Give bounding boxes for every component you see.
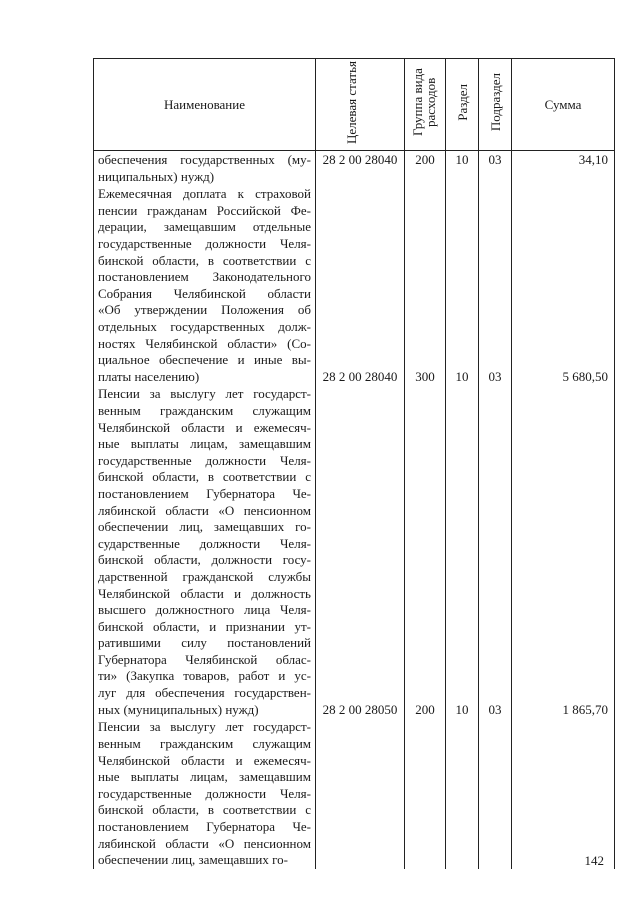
row-section-cell: [446, 151, 479, 186]
row-name-line: лябинской области «О пенсионном: [98, 835, 311, 851]
header-name: Наименование: [94, 59, 316, 151]
row-subsection-cell-value: 03: [488, 701, 502, 717]
row-subsection-cell-value: 03: [488, 368, 502, 384]
row-sum-cell: [512, 185, 615, 385]
row-name-line: Пенсии за выслугу лет государст-: [98, 719, 311, 735]
row-subsection-cell: [479, 185, 512, 385]
row-name-cell: [94, 185, 316, 385]
row-name-line: венным гражданским служащим: [98, 402, 311, 418]
row-section-cell: [446, 385, 479, 718]
row-name-line: обеспечения государственных (му-: [98, 152, 311, 167]
row-target-cell: [316, 185, 405, 385]
row-name-line: бинской области, и признании ут-: [98, 618, 311, 634]
table-row: [94, 151, 615, 186]
row-name-line: Собрания Челябинской области: [98, 285, 311, 301]
row-name-cell: [94, 718, 316, 868]
row-name-cell: [94, 151, 316, 186]
row-name-line: обеспечении лиц, замещавших го-: [98, 852, 288, 868]
row-name-line: ностях Челябинской области» (Со-: [98, 335, 311, 351]
row-group-cell: [405, 185, 446, 385]
row-name-line: Ежемесячная доплата к страховой: [98, 186, 311, 202]
row-name-line: «Об утверждении Положения об: [98, 302, 311, 318]
row-target-cell: [316, 385, 405, 718]
row-name-line: бинской области, в соответствии с: [98, 252, 311, 268]
row-name-line: постановлением Законодательного: [98, 269, 311, 285]
row-section-cell-value: 10: [455, 368, 469, 384]
row-subsection-cell: [479, 718, 512, 868]
row-subsection-cell: [479, 385, 512, 718]
row-sum-cell: [512, 718, 615, 868]
row-name-line: ных (муниципальных) нужд): [98, 701, 259, 717]
row-subsection-cell-value: [479, 718, 511, 735]
header-group: Группа вида расходов: [405, 59, 446, 151]
row-name-line: ниципальных) нужд): [98, 168, 215, 184]
row-name-line: бинской области, должности госу-: [98, 552, 311, 568]
row-sum-cell-value: 1 865,70: [562, 701, 608, 717]
row-name-line: постановлением Губернатора Че-: [98, 818, 311, 834]
row-name-line: ные выплаты лицам, замещавшим: [98, 769, 311, 785]
row-group-cell: [405, 718, 446, 868]
row-name-line: постановлением Губернатора Че-: [98, 485, 311, 501]
row-name-line: Челябинской области и ежемесяч-: [98, 752, 311, 768]
table-body: [94, 151, 615, 869]
row-group-cell: [405, 151, 446, 186]
row-subsection-cell: [479, 151, 512, 186]
page-number: 142: [584, 853, 604, 868]
table-header-row: [94, 59, 615, 151]
row-name-line: ти» (Закупка товаров, работ и ус-: [98, 668, 311, 684]
row-sum-cell: [512, 151, 615, 186]
row-name-line: Губернатора Челябинской облас-: [98, 651, 311, 667]
budget-table: [93, 58, 615, 869]
row-target-cell-value: 28 2 00 28040: [322, 368, 398, 384]
row-name-line: государственные должности Челя-: [98, 235, 311, 251]
row-section-cell: [446, 718, 479, 868]
row-name-line: высшего должностного лица Челя-: [98, 602, 311, 618]
header-target: Целевая статья: [316, 59, 405, 151]
row-target-cell-value: 28 2 00 28050: [322, 701, 398, 717]
row-group-cell: [405, 385, 446, 718]
row-name-line: государственные должности Челя-: [98, 785, 311, 801]
table-row: [94, 185, 615, 385]
row-section-cell-value: 10: [455, 152, 469, 167]
row-section-cell-value: [446, 718, 478, 735]
row-target-cell: [316, 151, 405, 186]
row-name-line: циальное обеспечение и иные вы-: [98, 352, 311, 368]
row-name-line: ные выплаты лицам, замещавшим: [98, 436, 311, 452]
row-target-cell-value: 28 2 00 28040: [322, 152, 398, 167]
row-name-line: дарственной гражданской службы: [98, 568, 311, 584]
row-name-line: обеспечении лиц, замещавших го-: [98, 519, 311, 535]
row-target-cell: [316, 718, 405, 868]
row-group-cell-value: 300: [415, 368, 435, 384]
row-group-cell-value: 200: [415, 152, 435, 167]
row-sum-cell-value: 5 680,50: [562, 368, 608, 384]
row-name-line: отдельных государственных долж-: [98, 318, 311, 334]
row-name-line: дерации, замещавшим отдельные: [98, 219, 311, 235]
row-name-line: лябинской области «О пенсионном: [98, 502, 311, 518]
row-subsection-cell-value: 03: [488, 152, 502, 167]
row-sum-cell: [512, 385, 615, 718]
header-section: Раздел: [446, 59, 479, 151]
row-name-line: бинской области, в соответствии с: [98, 469, 311, 485]
row-group-cell-value: 200: [415, 701, 435, 717]
row-name-cell: [94, 385, 316, 718]
header-sum: Сумма: [512, 59, 615, 151]
row-name-line: платы населению): [98, 368, 200, 384]
row-name-line: пенсии гражданам Российской Фе-: [98, 202, 311, 218]
row-target-cell-value: [316, 718, 404, 735]
row-name-line: Челябинской области и ежемесяч-: [98, 419, 311, 435]
row-name-line: луг для обеспечения государствен-: [98, 685, 311, 701]
row-sum-cell-value: [512, 718, 614, 735]
row-name-line: ратившими силу постановлений: [98, 635, 311, 651]
row-sum-cell-value: 34,10: [578, 152, 608, 167]
header-subsection: Подраздел: [479, 59, 512, 151]
row-section-cell: [446, 185, 479, 385]
row-section-cell-value: 10: [455, 701, 469, 717]
row-name-line: венным гражданским служащим: [98, 735, 311, 751]
table-row: [94, 718, 615, 868]
row-name-line: государственные должности Челя-: [98, 452, 311, 468]
row-name-line: Пенсии за выслугу лет государст-: [98, 386, 311, 402]
table-row: [94, 385, 615, 718]
row-name-line: сударственные должности Челя-: [98, 535, 311, 551]
row-group-cell-value: [405, 718, 445, 735]
row-name-line: Челябинской области и должность: [98, 585, 311, 601]
row-name-line: бинской области, в соответствии с: [98, 802, 311, 818]
